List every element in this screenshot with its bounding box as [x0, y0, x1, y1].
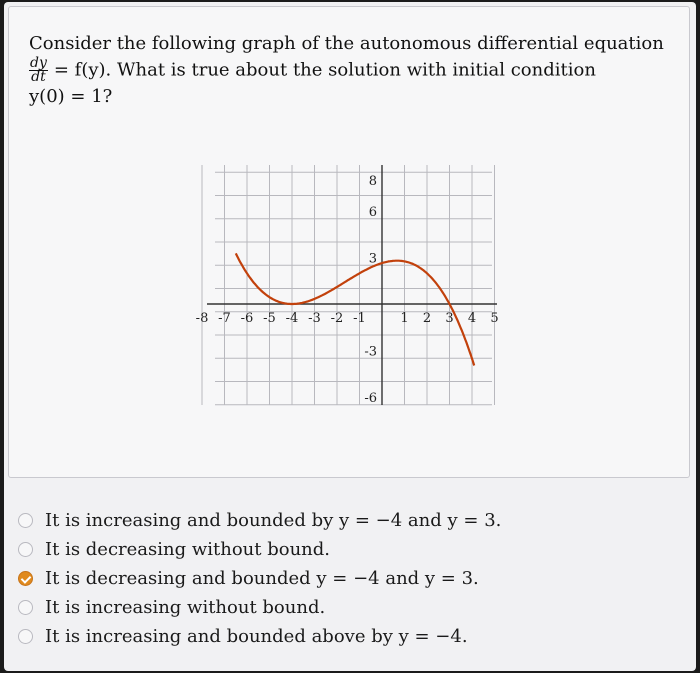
question-line-1: Consider the following graph of the autonomous differential equation [29, 33, 664, 54]
screen [4, 2, 696, 671]
answer-option-label: It is increasing and bounded by y = −4 and y = 3. [45, 509, 502, 531]
x-tick-label: -4 [285, 311, 299, 326]
phase-line-graph [195, 157, 499, 407]
radio-icon[interactable] [18, 542, 33, 557]
y-tick-label: -6 [364, 391, 377, 406]
x-tick-label: -6 [240, 311, 254, 326]
question-line-3: y(0) = 1? [29, 86, 113, 107]
radio-selected-icon[interactable] [18, 571, 33, 586]
radio-icon[interactable] [18, 513, 33, 528]
y-tick-label: 8 [368, 174, 377, 189]
answer-option[interactable] [18, 506, 618, 534]
y-tick-label: 3 [368, 251, 377, 267]
x-tick-label: -7 [218, 311, 231, 326]
graph-grid [202, 165, 495, 405]
answer-option-label: It is decreasing and bounded y = −4 and y = 3. [45, 567, 479, 589]
answer-options [4, 502, 696, 667]
answer-option-label: It is increasing and bounded above by y = −4. [45, 625, 468, 647]
x-tick-label: 1 [400, 311, 409, 326]
question-line-2 [29, 57, 679, 84]
x-tick-label: -2 [330, 311, 344, 326]
derivative-fraction [29, 57, 48, 84]
answer-option-label: It is decreasing without bound. [45, 538, 331, 560]
fraction-numerator: dy [30, 55, 47, 71]
radio-icon[interactable] [18, 600, 33, 615]
graph-axes [207, 165, 497, 405]
answer-option[interactable] [18, 535, 618, 563]
x-tick-label: -8 [195, 311, 209, 326]
x-tick-label: -3 [308, 311, 321, 326]
y-tick-label: 6 [368, 205, 377, 220]
question-text [29, 31, 679, 110]
question-card [8, 6, 690, 478]
x-tick-label: 3 [445, 311, 454, 326]
question-line-2-text: = f(y). What is true about the solution with initial condition [53, 59, 596, 81]
x-tick-label: -5 [263, 311, 276, 326]
answer-option[interactable] [18, 622, 618, 650]
y-tick-labels [364, 174, 377, 406]
radio-icon[interactable] [18, 629, 33, 644]
x-tick-label: -1 [353, 311, 366, 326]
x-tick-label: 5 [490, 311, 499, 326]
answer-option[interactable] [18, 564, 618, 592]
x-tick-label: 4 [467, 311, 477, 326]
x-tick-label: 2 [422, 311, 432, 326]
answer-option-label: It is increasing without bound. [45, 596, 326, 618]
y-tick-label: -3 [364, 344, 377, 360]
answer-option[interactable] [18, 593, 618, 621]
fraction-denominator: dt [31, 69, 46, 85]
f-of-y-curve [236, 253, 477, 365]
